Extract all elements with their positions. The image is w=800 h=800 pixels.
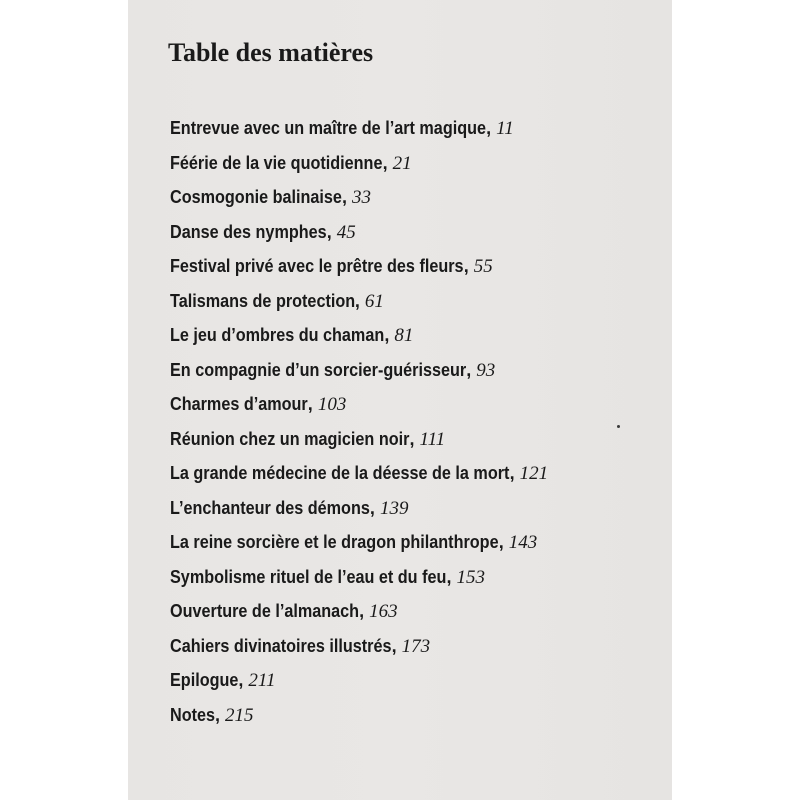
toc-entry-title: Cosmogonie balinaise [170,187,342,207]
toc-entry-title: Danse des nymphes [170,221,327,242]
toc-entry-page: 61 [364,290,384,312]
toc-entry-title: Epilogue [170,670,239,690]
toc-entry-title: Cahiers divinatoires illustrés [170,635,392,656]
toc-entry-page: 103 [317,394,347,415]
toc-entry-title: Féérie de la vie quotidienne [170,152,383,173]
toc-entry-title: En compagnie d’un sorcier-guérisseur [170,359,467,380]
toc-entry-page: 143 [508,532,538,553]
toc-entry: La reine sorcière et le dragon philanthrope, 143 [170,525,548,560]
toc-entry-page: 173 [401,635,431,657]
toc-entry-page: 121 [519,463,549,484]
toc-entry: En compagnie d’un sorcier-guérisseur, 93 [170,353,548,388]
toc-entry-page: 163 [369,601,398,622]
toc-entry-title: Entrevue avec un maître de l’art magique [170,118,487,138]
toc-entry-page: 45 [336,221,356,243]
toc-entry-page: 215 [225,704,254,726]
page-title: Table des matières [168,38,374,67]
toc-entry: Danse des nymphes, 45 [170,215,548,250]
toc-entry-page: 81 [394,325,414,346]
toc-entry-title: Symbolisme rituel de l’eau et du feu [170,566,447,587]
toc-entry-title: Talismans de protection [170,290,356,311]
toc-entry-title: Festival privé avec le prêtre des fleurs [170,256,464,276]
toc-entry-title: Le jeu d’ombres du chaman [170,325,385,345]
toc-entry-page: 93 [476,359,496,381]
toc-entry-page: 33 [352,187,372,208]
toc-entry: Ouverture de l’almanach, 163 [170,594,548,629]
toc-entry-page: 153 [456,566,485,588]
toc-entry: Féérie de la vie quotidienne, 21 [170,146,548,181]
toc-entry-title: La reine sorcière et le dragon philanthrope [170,532,499,552]
toc-entry: L’enchanteur des démons, 139 [170,491,548,526]
toc-entry-page: 55 [473,256,493,277]
toc-entry: La grande médecine de la déesse de la mort, 121 [170,456,548,491]
toc-entry-page: 139 [379,497,409,519]
toc-entry: Entrevue avec un maître de l’art magique, 11 [170,111,548,146]
toc-entry-title: Charmes d’amour [170,394,308,414]
ink-speck [617,425,620,428]
toc-entry-page: 111 [419,428,446,450]
toc-entry: Charmes d’amour, 103 [170,387,548,422]
table-of-contents [170,111,548,732]
toc-entry: Cosmogonie balinaise, 33 [170,180,548,215]
toc-entry-title: Ouverture de l’almanach [170,601,360,621]
toc-entry: Symbolisme rituel de l’eau et du feu, 153 [170,560,548,595]
toc-entry: Cahiers divinatoires illustrés, 173 [170,629,548,664]
toc-entry-title: Notes [170,704,216,725]
toc-entry: Talismans de protection, 61 [170,284,548,319]
toc-entry: Le jeu d’ombres du chaman, 81 [170,318,548,353]
toc-entry-page: 21 [392,152,412,174]
toc-entry: Notes, 215 [170,698,548,733]
toc-entry-page: 11 [496,118,514,139]
toc-entry-page: 211 [248,670,276,691]
toc-entry-title: La grande médecine de la déesse de la mort [170,463,510,483]
toc-entry: Epilogue, 211 [170,663,548,698]
toc-entry-title: Réunion chez un magicien noir [170,428,410,449]
toc-entry-title: L’enchanteur des démons [170,497,370,518]
toc-entry: Festival privé avec le prêtre des fleurs, 55 [170,249,548,284]
toc-entry: Réunion chez un magicien noir, 111 [170,422,548,457]
